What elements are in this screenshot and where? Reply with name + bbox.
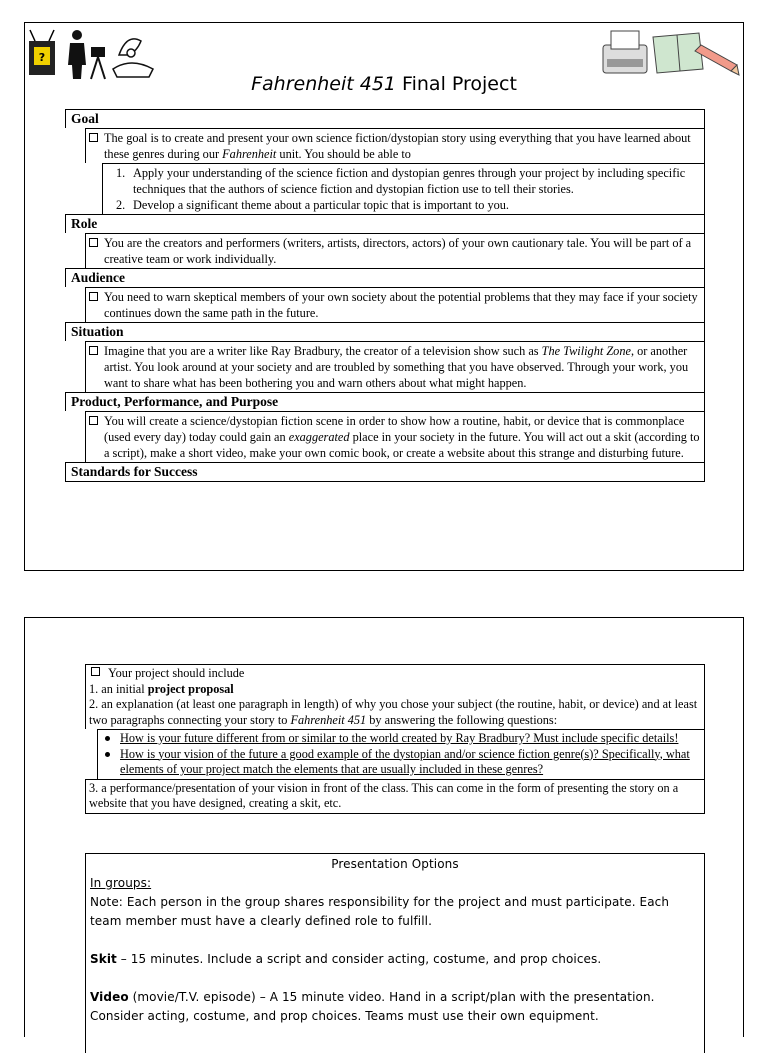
page-title — [25, 73, 743, 95]
video-option: Video (movie/T.V. episode) – A 15 minute video. Hand in a script/plan with the presentation. Consider acting, costume, and prop choices. Teams must use their own equipment. — [90, 990, 655, 1023]
standards-heading: Standards for Success — [65, 462, 705, 482]
presentation-options-box — [85, 853, 705, 1053]
role-heading: Role — [65, 214, 705, 233]
requirement-1: 1. an initial project proposal — [89, 681, 234, 696]
requirement-3: 3. a performance/presentation of your vision in front of the class. This can come in the form of presenting the story on a website that you have designed, creating a skit, etc. — [85, 779, 705, 814]
requirements-table — [85, 664, 705, 814]
product-cell: You will create a science/dystopian fiction scene in order to show how a routine, habit, or device that is commonplace (used every day) today could gain an exaggerated place in your society in the future. You will act out a skit (according to a script), make a short video, make your own comic book, or create a website about this strange and disturbing future. — [85, 411, 705, 462]
goal-list-cell — [102, 163, 705, 214]
checkbox-icon — [91, 667, 100, 676]
situation-cell: Imagine that you are a writer like Ray Bradbury, the creator of a television show such as The Twilight Zone, or another artist. You look around at your society and are troubled by something that you have observed. Through your work, you want to share what has been bothering you and warn others about what might happen. — [85, 341, 705, 392]
skit-option: Skit – 15 minutes. Include a script and consider acting, costume, and prop choices. — [90, 952, 602, 966]
checkbox-icon — [89, 416, 98, 425]
goal-heading: Goal — [65, 109, 705, 128]
product-heading: Product, Performance, and Purpose — [65, 392, 705, 411]
goal-item-2: 2. Develop a significant theme about a particular topic that is important to you. — [116, 198, 509, 212]
requirements-cell — [85, 664, 705, 729]
audience-heading: Audience — [65, 268, 705, 287]
checkbox-icon — [89, 133, 98, 142]
checkbox-icon — [89, 346, 98, 355]
svg-text:?: ? — [38, 51, 46, 64]
grasps-table — [65, 109, 705, 482]
goal-item-1: 1. Apply your understanding of the science fiction and dystopian genres through your project by including specific techniques that the authors of science fiction and dystopian fiction use to tell their stories. — [116, 166, 686, 196]
goal-cell: The goal is to create and present your own science fiction/dystopian story using everything that you have learned about these genres during our Fahrenheit unit. You should be able to — [85, 128, 705, 163]
document-page-1 — [24, 22, 744, 571]
situation-heading: Situation — [65, 322, 705, 341]
options-title: Presentation Options — [331, 857, 459, 871]
requirement-2: 2. an explanation (at least one paragraph in length) of why you chose your subject (the routine, habit, or device) and at least two paragraphs connecting your story to Fahrenheit 451 by answering the following questions: — [89, 697, 698, 727]
requirements-intro: Your project should include — [89, 666, 701, 682]
questions-cell — [97, 729, 705, 779]
groups-label: In groups: — [90, 876, 152, 890]
role-cell: You are the creators and performers (writers, artists, directors, actors) of your own cautionary tale. You will be part of a creative team or work individually. — [85, 233, 705, 268]
groups-note: Note: Each person in the group shares responsibility for the project and must participate. Each team member must have a clearly defined role to fulfill. — [90, 895, 670, 928]
audience-cell: You need to warn skeptical members of your own society about the potential problems that they may face if your society continues down the same path in the future. — [85, 287, 705, 322]
title-book-name: Fahrenheit 451 — [251, 73, 397, 95]
title-rest: Final Project — [396, 73, 517, 95]
question-1: How is your future different from or similar to the world created by Ray Bradbury? Must include specific details! — [120, 731, 701, 747]
checkbox-icon — [89, 292, 98, 301]
question-2: How is your vision of the future a good example of the dystopian and/or science fiction genre(s)? Specifically, what elements of your project match the elements that are usually included in these genres? — [120, 747, 701, 778]
checkbox-icon — [89, 238, 98, 247]
document-page-2 — [24, 617, 744, 1037]
